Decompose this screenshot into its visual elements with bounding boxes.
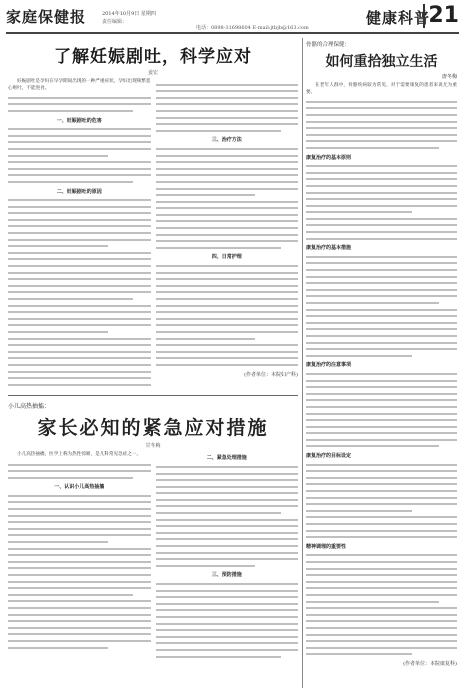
- right-article-title: 如何重拾独立生活: [325, 54, 438, 70]
- body-text-line: [156, 117, 299, 119]
- body-text-line: [156, 207, 299, 209]
- body-text-line: [8, 534, 151, 536]
- body-text-line: [8, 561, 151, 563]
- body-text-line: [156, 499, 299, 501]
- body-text-line: [306, 380, 457, 382]
- body-text-line: [156, 103, 299, 105]
- body-text-line: [8, 135, 151, 137]
- article1-byline: 姜宏: [147, 70, 158, 76]
- body-text-line: [306, 322, 457, 324]
- contact-line: 电话：0898-31698604 E-mail:jtbjb@163.com: [196, 25, 309, 31]
- body-text-line: [306, 373, 457, 375]
- body-text-line: [306, 205, 457, 207]
- article1-subhead-4: 四、日常护理: [211, 254, 242, 261]
- body-text-line: [8, 620, 151, 622]
- body-text-line: [156, 298, 299, 300]
- body-text-line: [8, 548, 151, 550]
- body-text-line: [156, 201, 299, 203]
- body-text-line: [156, 234, 299, 236]
- body-text-line: [8, 298, 133, 300]
- body-text-line: [156, 616, 299, 618]
- body-text-line: [8, 110, 133, 112]
- body-text-line: [306, 439, 457, 441]
- body-text-line: [156, 473, 299, 475]
- body-text-line: [306, 497, 457, 499]
- body-text-line: [156, 344, 299, 346]
- body-text-line: [8, 225, 151, 227]
- body-text-line: [8, 515, 151, 517]
- body-text-line: [156, 97, 299, 99]
- body-text-line: [8, 128, 151, 130]
- body-text-line: [306, 561, 457, 563]
- body-text-line: [156, 240, 299, 242]
- body-text-line: [306, 627, 457, 629]
- body-text-line: [306, 355, 412, 357]
- body-text-line: [156, 227, 299, 229]
- body-text-line: [8, 278, 151, 280]
- article1-footer: (作者单位：本院妇产科): [244, 371, 298, 378]
- body-text-line: [8, 155, 108, 157]
- body-text-line: [306, 413, 457, 415]
- body-text-line: [8, 331, 108, 333]
- body-text-line: [156, 565, 256, 567]
- body-text-line: [306, 198, 457, 200]
- column-divider: [302, 38, 303, 688]
- body-text-line: [8, 627, 151, 629]
- body-text-line: [306, 335, 457, 337]
- body-text-line: [8, 311, 151, 313]
- masthead: [6, 4, 459, 34]
- body-text-line: [306, 289, 457, 291]
- right-article-byline: 唐冬梅: [441, 74, 457, 80]
- body-text-line: [306, 614, 457, 616]
- body-text-line: [8, 338, 151, 340]
- body-text-line: [8, 364, 151, 366]
- body-text-line: [156, 525, 299, 527]
- body-text-line: [156, 656, 281, 658]
- editor-line: 责任编辑：: [102, 19, 128, 25]
- body-text-line: [306, 309, 457, 311]
- article2-subhead-1: 一、认识小儿高热抽搐: [54, 484, 105, 491]
- body-text-line: [306, 510, 412, 512]
- body-text-line: [306, 121, 457, 123]
- body-text-line: [8, 199, 151, 201]
- article2-subhead-3: 三、预防措施: [211, 572, 242, 579]
- body-text-line: [156, 492, 299, 494]
- article2-subhead-2: 二、紧急处理措施: [206, 455, 247, 462]
- body-text-line: [306, 295, 457, 297]
- body-text-line: [156, 519, 299, 521]
- body-text-line: [306, 536, 457, 538]
- body-text-line: [156, 174, 299, 176]
- body-text-line: [306, 647, 457, 649]
- body-text-line: [306, 523, 457, 525]
- body-text-line: [8, 464, 151, 466]
- body-text-line: [8, 574, 151, 576]
- body-text-line: [156, 623, 299, 625]
- body-text-line: [306, 185, 457, 187]
- body-text-line: [156, 247, 281, 249]
- body-text-line: [156, 318, 299, 320]
- body-text-line: [306, 503, 457, 505]
- body-text-line: [8, 567, 151, 569]
- body-text-line: [156, 642, 299, 644]
- body-text-line: [8, 318, 151, 320]
- body-text-line: [8, 581, 151, 583]
- body-text-line: [8, 607, 151, 609]
- body-text-line: [8, 265, 151, 267]
- body-text-line: [8, 528, 151, 530]
- body-text-line: [306, 530, 457, 532]
- body-text-line: [306, 426, 457, 428]
- body-text-line: [306, 114, 457, 116]
- body-text-line: [156, 272, 299, 274]
- body-text-line: [156, 214, 299, 216]
- body-text-line: [306, 568, 457, 570]
- article1-subhead-1: 一、妊娠剧吐的危害: [56, 117, 102, 124]
- body-text-line: [8, 647, 108, 649]
- body-text-line: [8, 174, 151, 176]
- body-text-line: [8, 232, 151, 234]
- article2-opening: 小儿高热抽搐，医学上称为热性惊厥，是儿科常见急症之一。: [17, 452, 142, 458]
- body-text-line: [156, 545, 299, 547]
- body-text-line: [156, 110, 299, 112]
- body-text-line: [8, 141, 151, 143]
- body-text-line: [156, 649, 299, 651]
- body-text-line: [8, 640, 151, 642]
- body-text-line: [8, 97, 151, 99]
- article1-subhead-3: 三、治疗方法: [211, 137, 242, 144]
- issue-date: 2014年10月9日 星期四: [102, 11, 156, 17]
- body-text-line: [306, 393, 457, 395]
- body-text-line: [8, 384, 151, 386]
- body-text-line: [156, 331, 299, 333]
- body-text-line: [306, 470, 457, 472]
- body-text-line: [306, 178, 457, 180]
- body-text-line: [156, 155, 299, 157]
- body-text-line: [156, 291, 299, 293]
- body-text-line: [156, 532, 299, 534]
- body-text-line: [156, 636, 299, 638]
- body-text-line: [306, 269, 457, 271]
- body-text-line: [156, 90, 299, 92]
- body-text-line: [306, 653, 412, 655]
- body-text-line: [8, 357, 151, 359]
- body-text-line: [156, 603, 299, 605]
- body-text-line: [8, 252, 151, 254]
- body-text-line: [156, 486, 299, 488]
- right-subhead-3: 康复治疗的注意事项: [306, 362, 352, 369]
- body-text-line: [306, 640, 457, 642]
- body-text-line: [156, 188, 299, 190]
- right-subhead-1: 康复治疗的基本原则: [306, 154, 352, 161]
- body-text-line: [8, 219, 151, 221]
- body-text-line: [156, 590, 299, 592]
- article2-byline: 甘冬梅: [145, 443, 161, 450]
- body-text-line: [8, 470, 151, 472]
- body-text-line: [8, 291, 151, 293]
- body-text-line: [306, 601, 439, 603]
- body-text-line: [156, 552, 299, 554]
- body-text-line: [8, 168, 151, 170]
- body-text-line: [8, 272, 151, 274]
- body-text-line: [306, 348, 457, 350]
- body-text-line: [306, 342, 457, 344]
- body-text-line: [306, 620, 457, 622]
- body-text-line: [306, 554, 457, 556]
- body-text-line: [8, 305, 151, 307]
- body-text-line: [156, 161, 299, 163]
- body-text-line: [156, 609, 299, 611]
- body-text-line: [306, 238, 457, 240]
- body-text-line: [8, 495, 151, 497]
- body-text-line: [306, 224, 457, 226]
- body-text-line: [8, 371, 151, 373]
- body-text-line: [156, 629, 299, 631]
- body-text-line: [306, 211, 412, 213]
- body-text-line: [8, 614, 151, 616]
- body-text-line: [306, 607, 457, 609]
- article1-opening: 妊娠剧吐是孕妇在早孕期间出现的一种严重症状，孕妇出现频繁恶心呕吐，不能进食。: [8, 79, 151, 91]
- body-text-line: [306, 107, 457, 109]
- body-text-line: [8, 594, 133, 596]
- body-text-line: [8, 554, 151, 556]
- section-divider: [8, 395, 298, 396]
- body-text-line: [156, 558, 299, 560]
- body-text-line: [8, 212, 151, 214]
- body-text-line: [306, 134, 457, 136]
- body-text-line: [306, 101, 457, 103]
- right-article-opening: 在老年人群中，骨骼疾病较为常见，对于需要康复的患者来说尤为重要。: [306, 83, 457, 95]
- body-text-line: [156, 538, 299, 540]
- body-text-line: [306, 127, 457, 129]
- article1-subhead-2: 二、妊娠剧吐的原因: [56, 188, 102, 195]
- body-text-line: [306, 574, 457, 576]
- body-text-line: [156, 305, 299, 307]
- body-text-line: [306, 432, 457, 434]
- body-text-line: [8, 324, 151, 326]
- body-text-line: [306, 464, 457, 466]
- body-text-line: [156, 148, 299, 150]
- body-text-line: [306, 172, 457, 174]
- body-text-line: [8, 377, 151, 379]
- body-text-line: [8, 103, 151, 105]
- body-text-line: [306, 147, 439, 149]
- body-text-line: [306, 140, 457, 142]
- body-text-line: [156, 123, 299, 125]
- body-text-line: [156, 364, 299, 366]
- body-text-line: [306, 282, 457, 284]
- paper-name: 家庭保健报: [6, 8, 87, 26]
- body-text-line: [306, 218, 457, 220]
- body-text-line: [306, 483, 457, 485]
- right-subhead-2: 康复治疗的基本措施: [306, 245, 352, 252]
- body-text-line: [156, 596, 299, 598]
- body-text-line: [156, 466, 299, 468]
- body-text-line: [306, 276, 457, 278]
- right-article-footer: (作者单位：本院康复科): [403, 660, 457, 667]
- article2-title: 家长必知的紧急应对措施: [37, 417, 269, 440]
- body-text-line: [156, 324, 299, 326]
- body-text-line: [8, 477, 133, 479]
- body-text-line: [156, 357, 299, 359]
- body-text-line: [306, 386, 457, 388]
- body-text-line: [8, 633, 151, 635]
- body-text-line: [8, 541, 108, 543]
- body-text-line: [306, 490, 457, 492]
- body-text-line: [8, 245, 108, 247]
- body-text-line: [156, 338, 256, 340]
- body-text-line: [8, 161, 151, 163]
- body-text-line: [156, 168, 299, 170]
- body-text-line: [8, 501, 151, 503]
- body-text-line: [156, 265, 299, 267]
- body-text-line: [8, 351, 151, 353]
- page-number: 21: [423, 4, 459, 28]
- body-text-line: [156, 512, 281, 514]
- body-text-line: [306, 477, 457, 479]
- body-text-line: [306, 399, 457, 401]
- body-text-line: [306, 594, 457, 596]
- body-text-line: [156, 130, 281, 132]
- body-text-line: [156, 194, 256, 196]
- body-text-line: [306, 165, 457, 167]
- body-text-line: [306, 581, 457, 583]
- body-text-line: [156, 285, 299, 287]
- body-text-line: [306, 445, 439, 447]
- body-text-line: [156, 505, 299, 507]
- body-text-line: [8, 258, 151, 260]
- left-column: [8, 38, 298, 662]
- body-text-line: [306, 516, 457, 518]
- body-text-line: [8, 239, 151, 241]
- body-text-line: [306, 419, 457, 421]
- body-text-line: [156, 181, 299, 183]
- right-subhead-4: 康复治疗的目标设定: [306, 453, 352, 460]
- body-text-line: [156, 84, 299, 86]
- right-article-kicker: 骨骼的合理保健：: [306, 42, 351, 48]
- body-text-line: [8, 206, 151, 208]
- body-text-line: [306, 406, 457, 408]
- body-text-line: [8, 285, 151, 287]
- article2-body: [8, 452, 298, 662]
- body-text-line: [306, 302, 439, 304]
- body-text-line: [8, 181, 133, 183]
- body-text-line: [156, 351, 299, 353]
- article1-body: [8, 79, 298, 390]
- body-text-line: [156, 479, 299, 481]
- body-text-line: [156, 311, 299, 313]
- body-text-line: [156, 220, 299, 222]
- body-text-line: [306, 634, 457, 636]
- body-text-line: [306, 231, 457, 233]
- right-column: [306, 38, 457, 667]
- body-text-line: [306, 587, 457, 589]
- article2-kicker: 小儿高热抽搐：: [8, 403, 51, 411]
- body-text-line: [306, 328, 457, 330]
- body-text-line: [306, 192, 457, 194]
- body-text-line: [8, 508, 151, 510]
- body-text-line: [8, 344, 151, 346]
- body-text-line: [306, 262, 457, 264]
- section-name: 健康科普: [366, 9, 431, 27]
- body-text-line: [306, 315, 457, 317]
- body-text-line: [306, 256, 457, 258]
- body-text-line: [8, 148, 151, 150]
- body-text-line: [8, 587, 151, 589]
- body-text-line: [8, 600, 151, 602]
- article1-title: 了解妊娠剧吐，科学应对: [54, 47, 252, 67]
- right-subhead-5: 精神调理的重要性: [306, 543, 347, 550]
- body-text-line: [8, 521, 151, 523]
- body-text-line: [156, 278, 299, 280]
- body-text-line: [156, 583, 299, 585]
